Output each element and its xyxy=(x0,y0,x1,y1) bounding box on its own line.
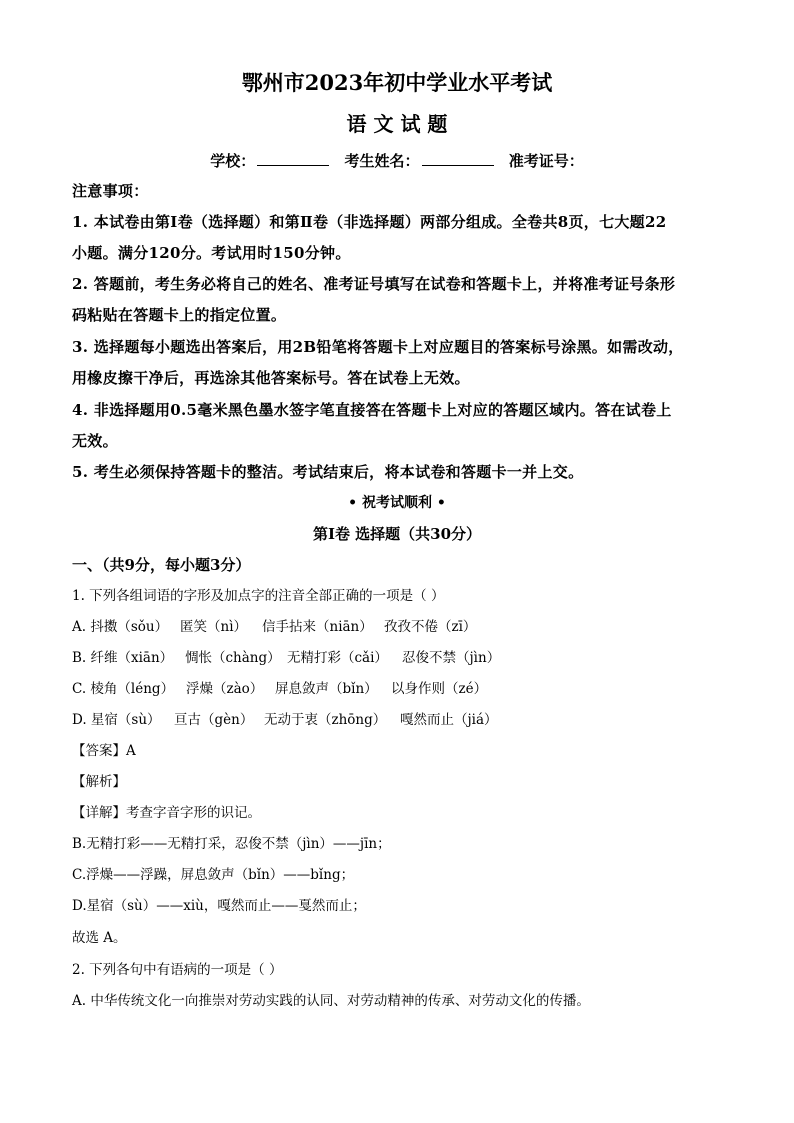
school-blank xyxy=(257,151,329,166)
notice-line: 3. 选择题每小题选出答案后，用2B铅笔将答题卡上对应题目的答案标号涂黑。如需改动， xyxy=(72,338,684,356)
detail-line: D.星宿（sù）——xiù，嘎然而止——戛然而止； xyxy=(72,898,366,914)
q1-option-b xyxy=(72,650,722,666)
option-word: 惆怅（chàng） xyxy=(185,650,281,666)
notice-line: 2. 答题前，考生务必将自己的姓名、准考证号填写在试卷和答题卡上，并将准考证号条形 xyxy=(72,275,676,293)
question-2-stem: 2. 下列各句中有语病的一项是（ ） xyxy=(72,962,283,978)
analysis-label: 【解析】 xyxy=(72,774,126,790)
option-word: 屏息敛声（bǐn） xyxy=(275,681,378,697)
option-word: 孜孜不倦（zī） xyxy=(384,619,477,635)
student-info-row xyxy=(0,151,794,170)
detail-line: 故选 A。 xyxy=(72,930,127,946)
name-label: 考生姓名： xyxy=(344,152,420,170)
section-title: 第Ⅰ卷 选择题（共30分） xyxy=(312,525,482,543)
detail-line: C.浮燥——浮躁，屏息敛声（bǐn）——bǐng； xyxy=(72,867,355,883)
option-word: 亘古（gèn） xyxy=(174,712,254,728)
q1-option-d xyxy=(72,712,722,728)
name-blank xyxy=(422,151,494,166)
option-word: 以身作则（zé） xyxy=(391,681,488,697)
subject-title: 语 文 试 题 xyxy=(346,112,448,136)
option-word: 信手拈来（niān） xyxy=(262,619,373,635)
detail-line: 【详解】考查字音字形的识记。 xyxy=(72,805,261,821)
option-word: C. 棱角（léng） xyxy=(72,681,175,697)
option-word: 嘎然而止（jiá） xyxy=(400,712,498,728)
notice-line: 用橡皮擦干净后，再选涂其他答案标号。答在试卷上无效。 xyxy=(72,369,470,387)
notice-line: 4. 非选择题用0.5毫米黑色墨水签字笔直接答在答题卡上对应的答题区域内。答在试卷上 xyxy=(72,401,672,419)
notice-line: 码粘贴在答题卡上的指定位置。 xyxy=(72,306,287,324)
question-1-stem: 1. 下列各组词语的字形及加点字的注音全部正确的一项是（ ） xyxy=(72,588,445,604)
option-word: 无精打彩（cǎi） xyxy=(287,650,388,666)
option-word: 忍俊不禁（jìn） xyxy=(402,650,501,666)
q2-option-a: A. 中华传统文化一向推崇对劳动实践的认同、对劳动精神的传承、对劳动文化的传播。 xyxy=(72,993,590,1009)
option-word: B. 纤维（xiān） xyxy=(72,650,174,666)
option-word: 匿笑（nì） xyxy=(180,619,248,635)
notice-line: 无效。 xyxy=(72,432,118,450)
detail-line: B.无精打彩——无精打采，忍俊不禁（jìn）——jīn； xyxy=(72,836,391,852)
school-label: 学校： xyxy=(210,152,256,170)
answer-label: 【答案】A xyxy=(72,743,136,759)
part-heading: 一、（共9分，每小题3分） xyxy=(72,556,251,574)
option-word: D. 星宿（sù） xyxy=(72,712,161,728)
option-word: 浮燥（zào） xyxy=(186,681,264,697)
exam-id-label: 准考证号： xyxy=(508,152,584,170)
q1-option-a xyxy=(72,619,722,635)
good-luck-text: • 祝考试顺利 • xyxy=(348,495,446,511)
option-word: A. 抖擞（sǒu） xyxy=(72,619,169,635)
notice-line: 1. 本试卷由第Ⅰ卷（选择题）和第Ⅱ卷（非选择题）两部分组成。全卷共8页，七大题22 xyxy=(72,213,667,231)
notice-heading: 注意事项： xyxy=(72,182,149,200)
option-word: 无动于衷（zhōng） xyxy=(264,712,387,728)
exam-title: 鄂州市2023年初中学业水平考试 xyxy=(241,70,553,95)
notice-line: 小题。满分120分。考试用时150分钟。 xyxy=(72,244,351,262)
q1-option-c xyxy=(72,681,722,697)
notice-line: 5. 考生必须保持答题卡的整洁。考试结束后，将本试卷和答题卡一并上交。 xyxy=(72,463,584,481)
